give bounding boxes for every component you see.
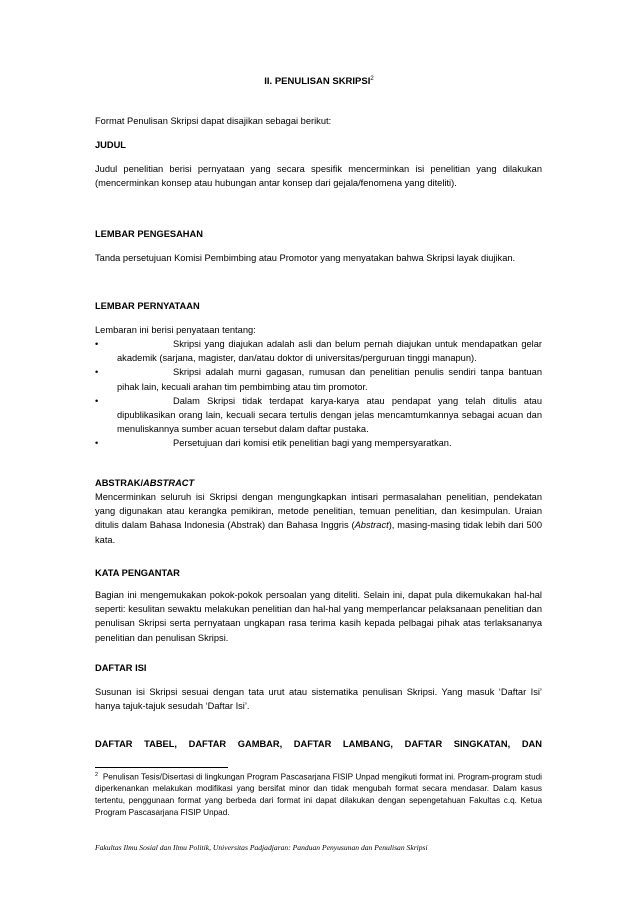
heading-daftar-tabel: DAFTAR TABEL, DAFTAR GAMBAR, DAFTAR LAMBANG, DAFTAR SINGKATAN, DAN xyxy=(95,739,542,749)
daftar-isi-text: Susunan isi Skripsi sesuai dengan tata urut atau sistematika penulisan Skripsi. Yang masuk ‘Daftar Isi’ hanya tajuk-tajuk sesudah ‘Daftar Isi’. xyxy=(95,687,542,712)
list-item: • Skripsi adalah murni gagasan, rumusan dan penelitian penulis sendiri tanpa bantuan pihak lain, kecuali arahan tim pembimbing atau tim promotor. xyxy=(95,367,542,392)
list-item: • Skripsi yang diajukan adalah asli dan belum pernah diajukan untuk mendapatkan gelar akademik (sarjana, magister, dan/atau doktor di universitas/perguruan tinggi manapun). xyxy=(95,339,542,364)
heading-lembar-pernyataan: LEMBAR PERNYATAAN xyxy=(95,301,200,311)
title-footnote-mark: 2 xyxy=(370,76,374,82)
list-item: • Persetujuan dari komisi etik penelitian bagi yang mempersyaratkan. xyxy=(95,436,542,450)
page-title: II. PENULISAN SKRIPSI$^2$ xyxy=(264,76,374,88)
heading-abstrak: ABSTRAK/ABSTRACT xyxy=(95,478,195,488)
bullet-icon: • xyxy=(95,339,99,349)
page-footer: Fakultas Ilmu Sosial dan Ilmu Politik, Universitas Padjadjaran: Panduan Penyusunan dan Penulisan Skripsi xyxy=(95,843,428,852)
list-item: • Dalam Skripsi tidak terdapat karya-karya atau pendapat yang telah ditulis atau dipublikasikan orang lain, kecuali secara tertulis dengan jelas mencamtumkannya sebagai acuan dan menuliskannya sumber acuan tersebut dalam daftar pustaka. xyxy=(95,395,542,435)
heading-kata-pengantar: KATA PENGANTAR xyxy=(95,568,180,578)
intro-text: Format Penulisan Skripsi dapat disajikan sebagai berikut: xyxy=(95,116,332,126)
heading-lembar-pengesahan: LEMBAR PENGESAHAN xyxy=(95,229,203,239)
footnote-text: Penulisan Tesis/Disertasi di lingkungan Program Pascasarjana FISIP Unpad mengikuti format ini. Program-program studi diperkenankan melakukan modifikasi yang bersifat minor dan tidak mengubah format secara mendasar. Dalam kasus tertentu, penggunaan format yang berbeda dari format ini dapat dilakukan dengan sepengetahuan Fakultas c.q. Ketua Program Pascasarjana FISIP Unpad. xyxy=(95,772,542,817)
heading-daftar-isi: DAFTAR ISI xyxy=(95,663,147,673)
judul-text: Judul penelitian berisi pernyataan yang secara spesifik mencerminkan isi penelitian yang dilakukan (mencerminkan konsep atau hubungan antar konsep dari gejala/fenomena yang diteliti). xyxy=(95,164,542,189)
bullet-icon: • xyxy=(95,395,99,406)
pernyataan-intro: Lembaran ini berisi penyataan tentang: xyxy=(95,325,256,335)
pengantar-text: Bagian ini mengemukakan pokok-pokok persoalan yang diteliti. Selain ini, dapat pula dikemukakan hal-hal seperti: kesulitan sewaktu melakukan penelitian dan hal-hal yang memperlancar pelaksanaan penelitian dan penulisan Skripsi serta pernyataan ungkapan rasa terima kasih kepada pelbagai pihak atas terlaksananya penelitian dan penulisan Skripsi. xyxy=(95,590,542,643)
pernyataan-bullet-list xyxy=(95,337,542,451)
pengesahan-text: Tanda persetujuan Komisi Pembimbing atau Promotor yang menyatakan bahwa Skripsi layak diujikan. xyxy=(95,253,516,263)
bullet-icon: • xyxy=(95,367,99,378)
abstrak-text: Mencerminkan seluruh isi Skripsi dengan mengungkapkan intisari permasalahan penelitian, pendekatan yang digunakan atau kerangka pemikiran, metode penelitian, temuan penelitian, dan kesimpulan. Uraian ditulis dalam Bahasa Indonesia (Abstrak) dan Bahasa Inggris (Abstract), masing-masing tidak lebih dari 500 kata. xyxy=(95,492,542,545)
footnote-mark: 2 xyxy=(95,772,99,778)
footnote-divider xyxy=(95,767,228,768)
heading-judul: JUDUL xyxy=(95,140,126,150)
bullet-icon: • xyxy=(95,438,99,449)
footnote xyxy=(95,770,542,818)
